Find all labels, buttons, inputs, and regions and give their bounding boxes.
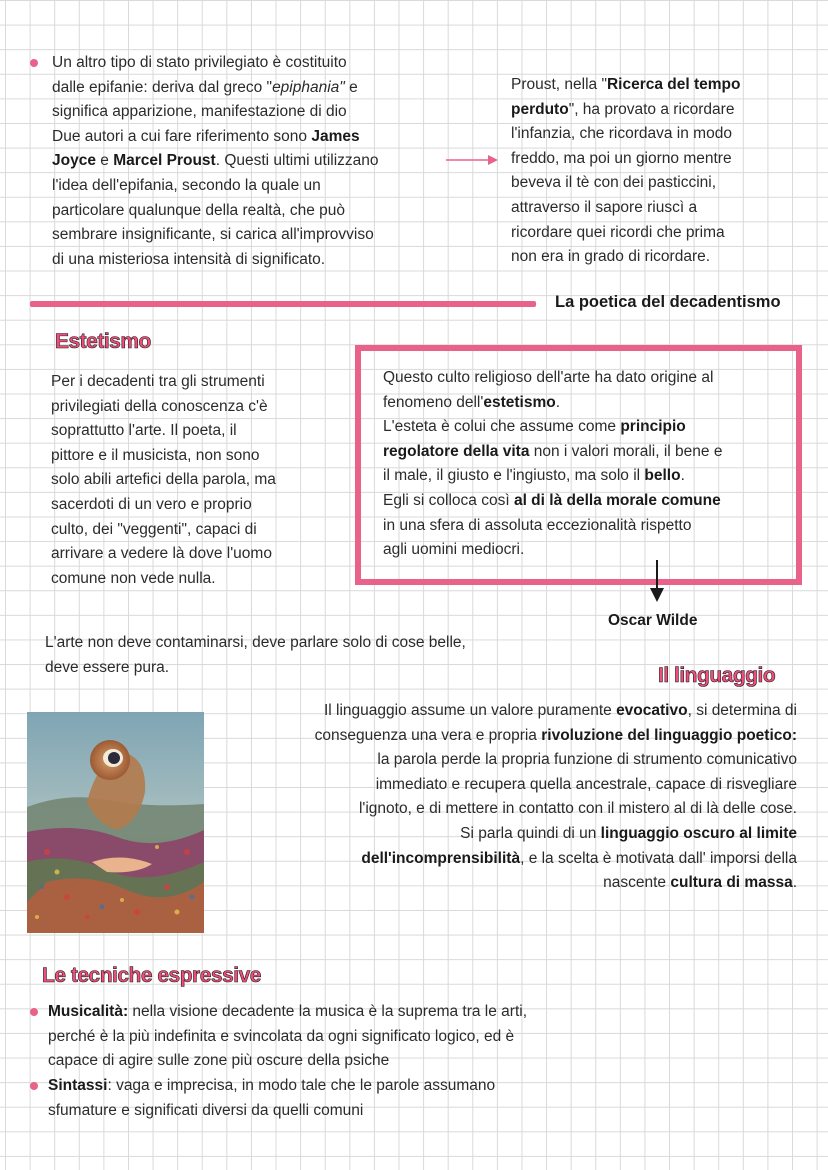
estetismo-paragraph: [51, 370, 341, 591]
text-line: , si determina di: [687, 702, 797, 719]
text-line: comune non vede nulla.: [51, 569, 216, 587]
bold-term: estetismo: [483, 393, 556, 411]
text-line: sembrare insignificante, si carica all'improvviso: [52, 226, 374, 244]
text-line: conseguenza una vera e propria: [314, 726, 542, 744]
musicalita-item: [48, 1000, 648, 1074]
text-line: in una sfera di assoluta eccezionalità rispetto: [383, 516, 692, 534]
bold-term: perduto: [511, 100, 569, 118]
arte-paragraph: [45, 631, 565, 680]
text-line: sfumature e significati diversi da quelli comuni: [48, 1101, 364, 1119]
bullet-icon: [30, 59, 38, 67]
text-line: particolare qualunque della realtà, che può: [52, 201, 345, 219]
proust-paragraph: [511, 73, 811, 270]
text-line: capace di agire sulle zone più oscure della psiche: [48, 1052, 390, 1070]
text-line: L'arte non deve contaminarsi, deve parlare solo di cose belle,: [45, 634, 466, 651]
bold-term: Marcel Proust: [113, 152, 216, 170]
bold-term: bello: [644, 467, 681, 485]
bold-term: Ricerca del tempo: [606, 76, 741, 93]
bold-term: principio: [620, 418, 686, 436]
text-line: perché è la più indefinita e svincolata da ogni significato logico, ed è: [48, 1027, 515, 1045]
text-line: il male, il giusto e l'ingiusto, ma solo il: [383, 467, 645, 485]
text-line: . Questi ultimi utilizzano: [215, 152, 379, 170]
text-line: .: [680, 467, 685, 485]
text-line: freddo, ma poi un giorno mentre: [511, 149, 732, 167]
bold-term: James: [311, 127, 360, 145]
text-line: L'esteta è colui che assume come: [383, 418, 621, 436]
bold-term: rivoluzione del linguaggio poetico:: [541, 726, 797, 744]
text-line: nella visione decadente la musica è la suprema tra le arti,: [128, 1003, 528, 1020]
text-line: deve essere pura.: [45, 658, 170, 676]
text-line: arrivare a vedere là dove l'uomo: [51, 545, 272, 563]
bold-term: cultura di massa: [670, 874, 793, 892]
epifanie-paragraph: [52, 51, 492, 272]
text-line: dalle epifanie: deriva dal greco ": [52, 78, 273, 96]
text-line: significa apparizione, manifestazione di dio: [52, 103, 347, 121]
text-line: solo abili artefici della parola, ma: [51, 471, 276, 489]
cyclops-painting-image: [27, 712, 204, 933]
text-line: .: [792, 874, 797, 892]
italic-term: epiphania": [272, 78, 345, 96]
bullet-icon: [30, 1008, 38, 1016]
section-divider: [30, 301, 536, 307]
text-line: nascente: [603, 874, 671, 892]
text-line: Per i decadenti tra gli strumenti: [51, 373, 265, 390]
text-line: agli uomini mediocri.: [383, 541, 525, 559]
text-line: sacerdoti di un vero e proprio: [51, 495, 252, 513]
bold-term: Joyce: [52, 152, 96, 170]
arrow-right-icon: [444, 152, 500, 168]
bold-term: Musicalità:: [48, 1003, 129, 1020]
text-line: Il linguaggio assume un valore puramente: [323, 702, 617, 719]
bold-term: dell'incomprensibilità: [361, 849, 521, 867]
text-line: privilegiati della conoscenza c'è: [51, 397, 268, 415]
text-line: Proust, nella ": [511, 76, 607, 93]
text-line: l'infanzia, che ricordava in modo: [511, 125, 732, 143]
estetismo-box-text: [383, 366, 783, 563]
estetismo-heading: Estetismo: [55, 330, 151, 353]
text-line: non i valori morali, il bene e: [529, 442, 723, 460]
text-line: ricordare quei ricordi che prima: [511, 223, 725, 241]
bold-term: linguaggio oscuro al limite: [600, 824, 797, 842]
text-line: Un altro tipo di stato privilegiato è costituito: [52, 54, 347, 71]
text-line: ", ha provato a ricordare: [568, 100, 735, 118]
arrow-down-icon: [648, 560, 666, 604]
sintassi-item: [48, 1074, 648, 1123]
author-label: Oscar Wilde: [608, 612, 698, 629]
tecniche-heading: Le tecniche espressive: [42, 964, 261, 987]
bold-term: evocativo: [616, 702, 688, 719]
text-line: .: [555, 393, 561, 411]
text-line: l'ignoto, e di mettere in contatto con il mistero al di là delle cose.: [358, 800, 797, 818]
text-line: non era in grado di ricordare.: [511, 248, 711, 266]
text-line: Questo culto religioso dell'arte ha dato origine al: [383, 369, 714, 386]
text-line: : vaga e imprecisa, in modo tale che le parole assumano: [107, 1077, 496, 1094]
text-line: di una misteriosa intensità di significato.: [52, 250, 326, 268]
text-line: Si parla quindi di un: [460, 824, 601, 842]
section-title: La poetica del decadentismo: [555, 293, 781, 311]
text-line: Egli si colloca così: [383, 491, 514, 509]
text-line: culto, dei "veggenti", capaci di: [51, 520, 257, 538]
text-line: la parola perde la propria funzione di strumento comunicativo: [377, 751, 797, 769]
text-line: beveva il tè con dei pasticcini,: [511, 174, 717, 192]
linguaggio-heading: Il linguaggio: [658, 664, 776, 687]
bold-term: al di là della morale comune: [513, 491, 721, 509]
bold-term: regolatore della vita: [383, 442, 530, 460]
text-line: e: [95, 152, 114, 170]
linguaggio-paragraph: [215, 699, 797, 896]
text-line: l'idea dell'epifania, secondo la quale un: [52, 176, 321, 194]
text-line: Due autori a cui fare riferimento sono: [52, 127, 312, 145]
text-line: , e la scelta è motivata dall' imporsi della: [520, 849, 797, 867]
bold-term: Sintassi: [48, 1077, 108, 1094]
text-line: e: [344, 78, 358, 96]
bullet-icon: [30, 1082, 38, 1090]
text-line: pittore e il musicista, non sono: [51, 446, 260, 464]
text-line: immediato e recupera quella ancestrale, capace di risvegliare: [375, 775, 797, 793]
text-line: soprattutto l'arte. Il poeta, il: [51, 422, 237, 440]
text-line: fenomeno dell': [383, 393, 484, 411]
text-line: attraverso il sapore riuscì a: [511, 198, 698, 216]
